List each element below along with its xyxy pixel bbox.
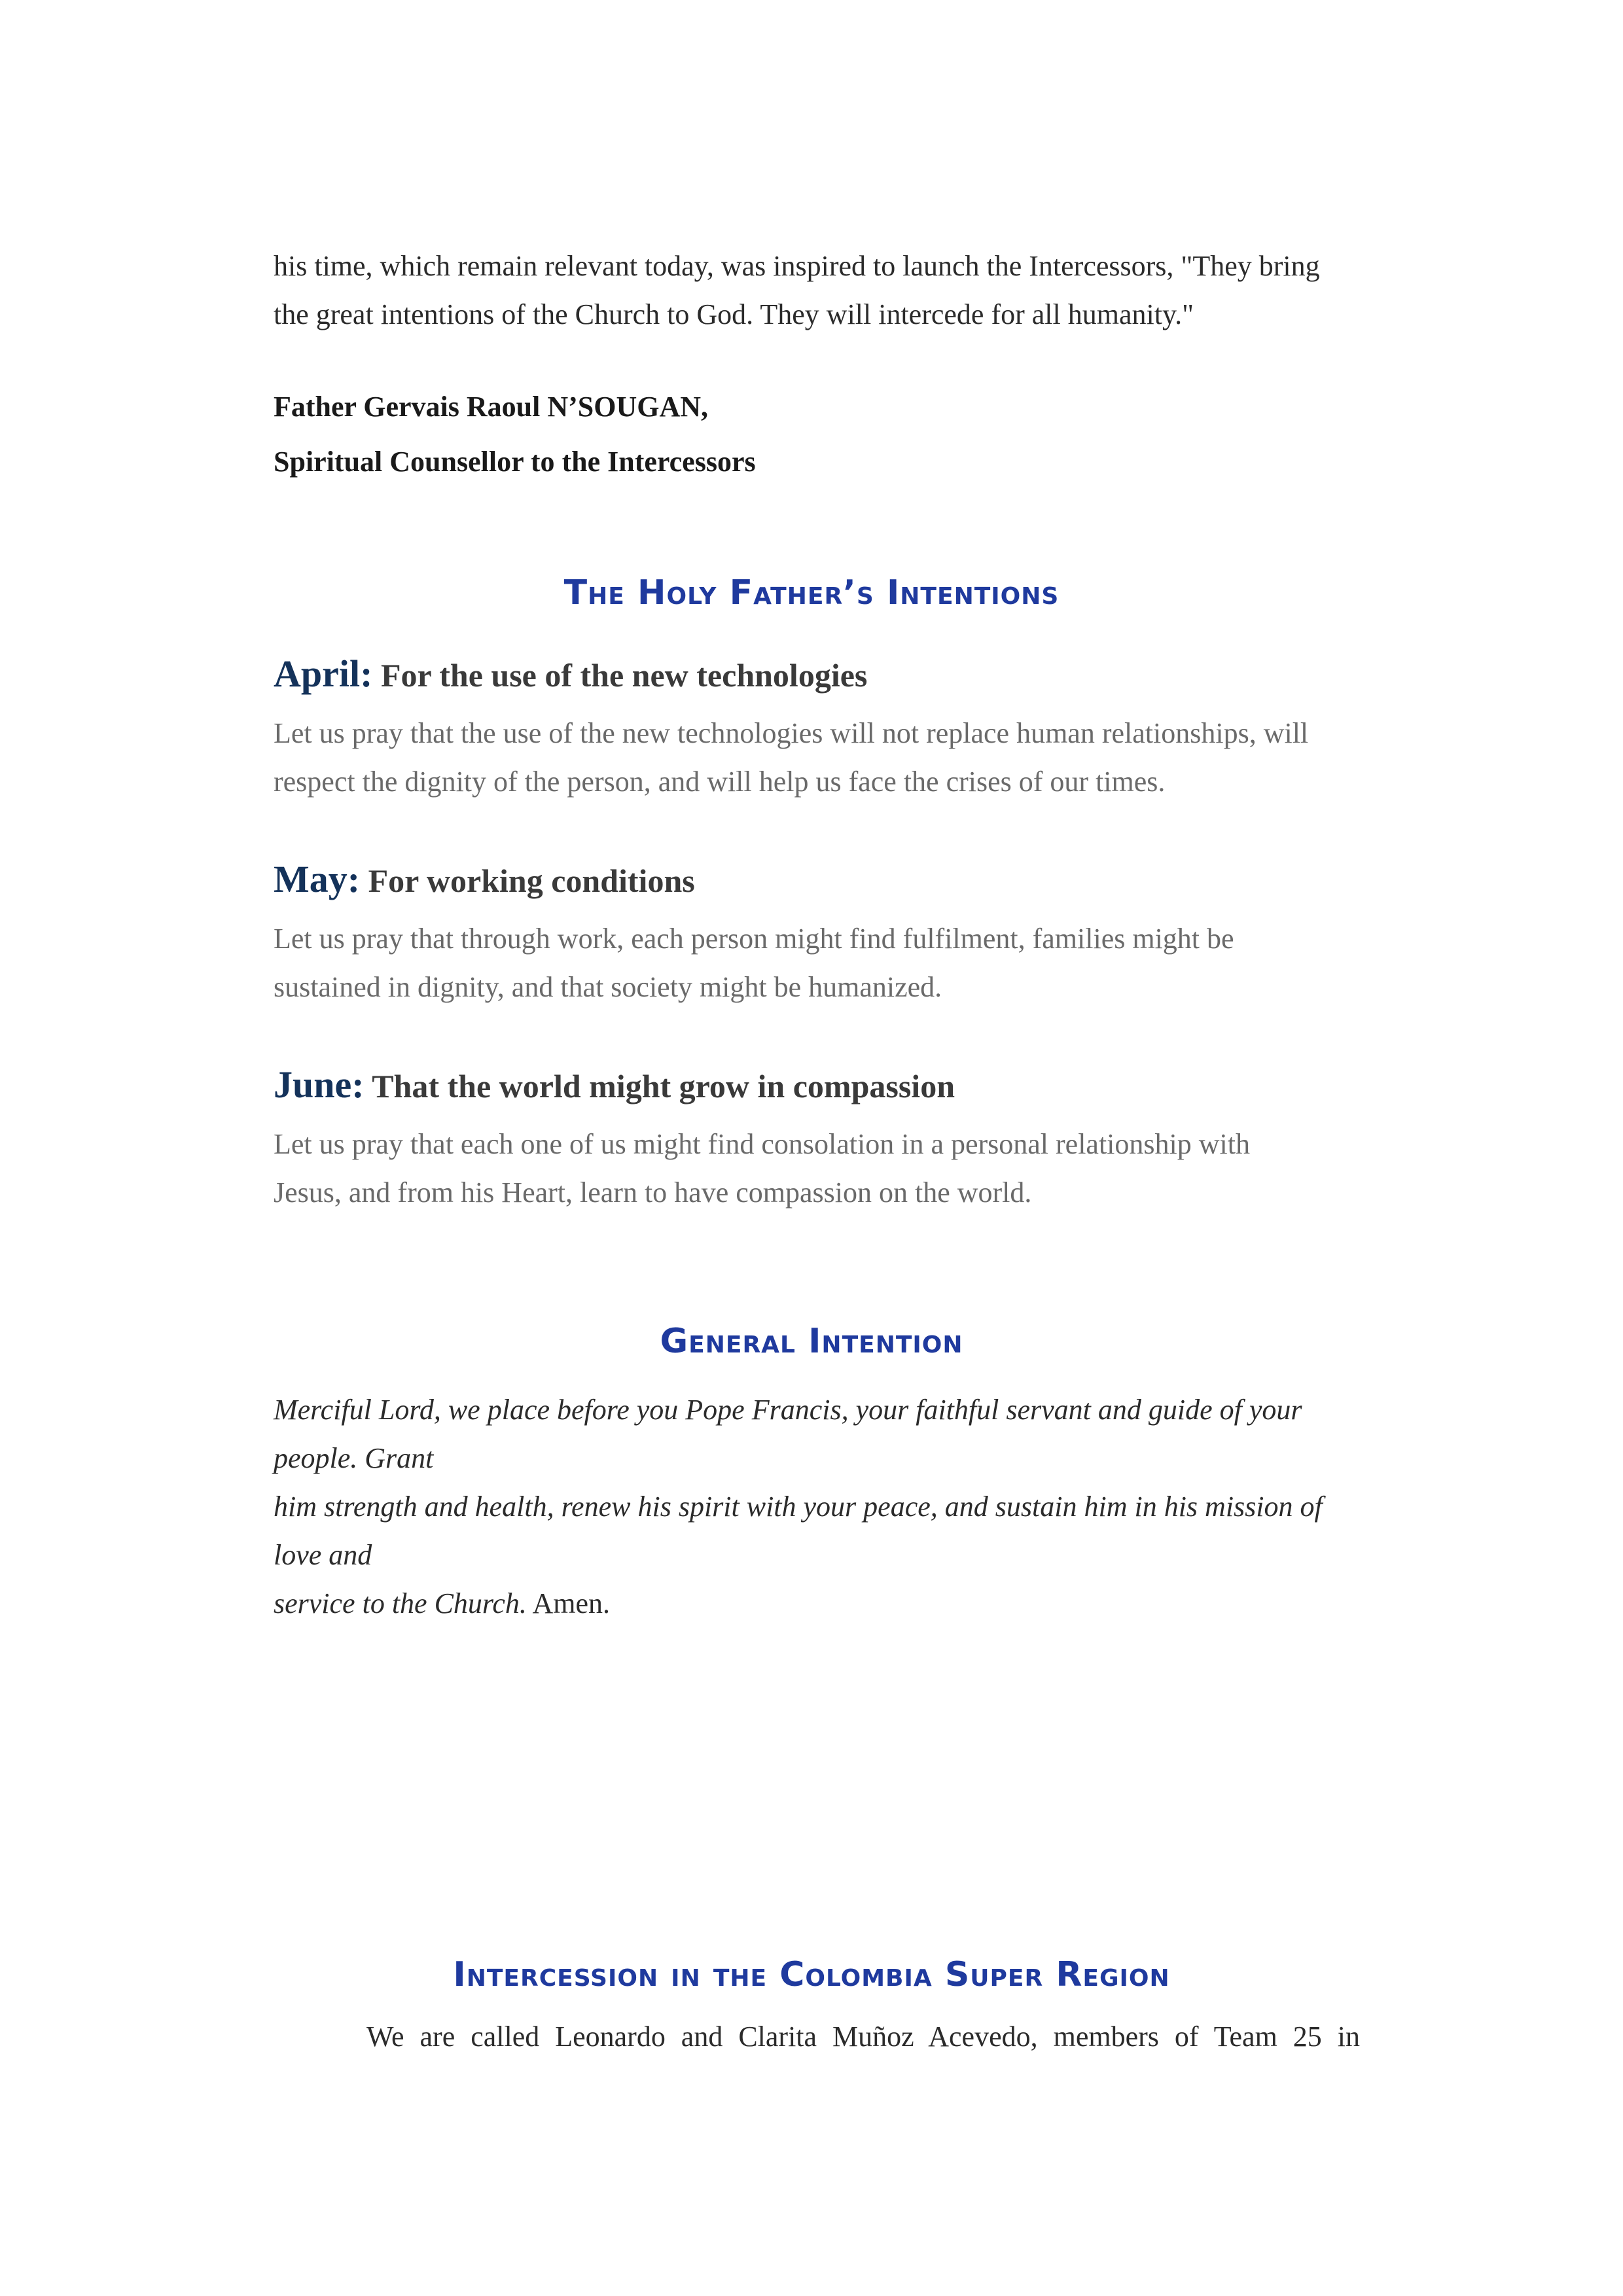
intention-month: June:	[274, 1063, 365, 1106]
intention-month: May:	[274, 858, 361, 900]
intention-june	[274, 1065, 1360, 1217]
general-intention-prayer	[274, 1386, 1360, 1628]
intro-line-2: the great intentions of the Church to God. They will intercede for all humanity."	[274, 298, 1194, 330]
intention-heading	[274, 1065, 1360, 1106]
intro-paragraph	[274, 242, 1360, 339]
intention-body-line-2: respect the dignity of the person, and will help us face the crises of our times.	[274, 766, 1166, 798]
intention-title: For the use of the new technologies	[380, 657, 868, 694]
prayer-text: him strength and health, renew his spirit with your peace, and sustain him in his mission of love and	[274, 1491, 1323, 1571]
colombia-title: Intercession in the Colombia Super Region	[453, 1955, 1170, 1994]
intention-body-line-2: sustained in dignity, and that society might be humanized.	[274, 971, 942, 1003]
colombia-paragraph	[366, 2013, 1360, 2061]
signature-block	[274, 390, 1360, 479]
general-intention-title: General Intention	[660, 1322, 963, 1361]
intention-heading	[274, 654, 1360, 695]
colombia-line-1: We are called Leonardo and Clarita Muñoz Acevedo, members of Team 25 in	[366, 2021, 1360, 2053]
signature-name: Father Gervais Raoul N’SOUGAN,	[274, 391, 709, 423]
holy-father-title: The Holy Father’s Intentions	[563, 573, 1060, 612]
intention-body-line-1: Let us pray that each one of us might find consolation in a personal relationship with	[274, 1128, 1250, 1160]
intention-title: For working conditions	[368, 862, 695, 899]
intention-title: That the world might grow in compassion	[372, 1068, 955, 1104]
prayer-line-1	[274, 1386, 1360, 1483]
intention-body-line-1: Let us pray that the use of the new technologies will not replace human relationships, will	[274, 717, 1309, 749]
intro-line-1: his time, which remain relevant today, was inspired to launch the Intercessors, "They bring	[274, 250, 1320, 282]
prayer-line-2	[274, 1483, 1360, 1580]
intention-heading	[274, 860, 1360, 900]
signature-role: Spiritual Counsellor to the Intercessors	[274, 446, 756, 478]
prayer-text: Merciful Lord, we place before you Pope Francis, your faithful servant and guide of your people. Grant	[274, 1394, 1302, 1474]
prayer-text: service to the Church.	[274, 1587, 527, 1619]
intention-april	[274, 654, 1360, 806]
prayer-line-3	[274, 1580, 1360, 1628]
prayer-amen: Amen.	[526, 1587, 611, 1619]
intention-body-line-2: Jesus, and from his Heart, learn to have compassion on the world.	[274, 1176, 1032, 1209]
intention-may	[274, 860, 1360, 1012]
intention-body-line-1: Let us pray that through work, each person might find fulfilment, families might be	[274, 923, 1234, 955]
intention-month: April:	[274, 652, 373, 695]
